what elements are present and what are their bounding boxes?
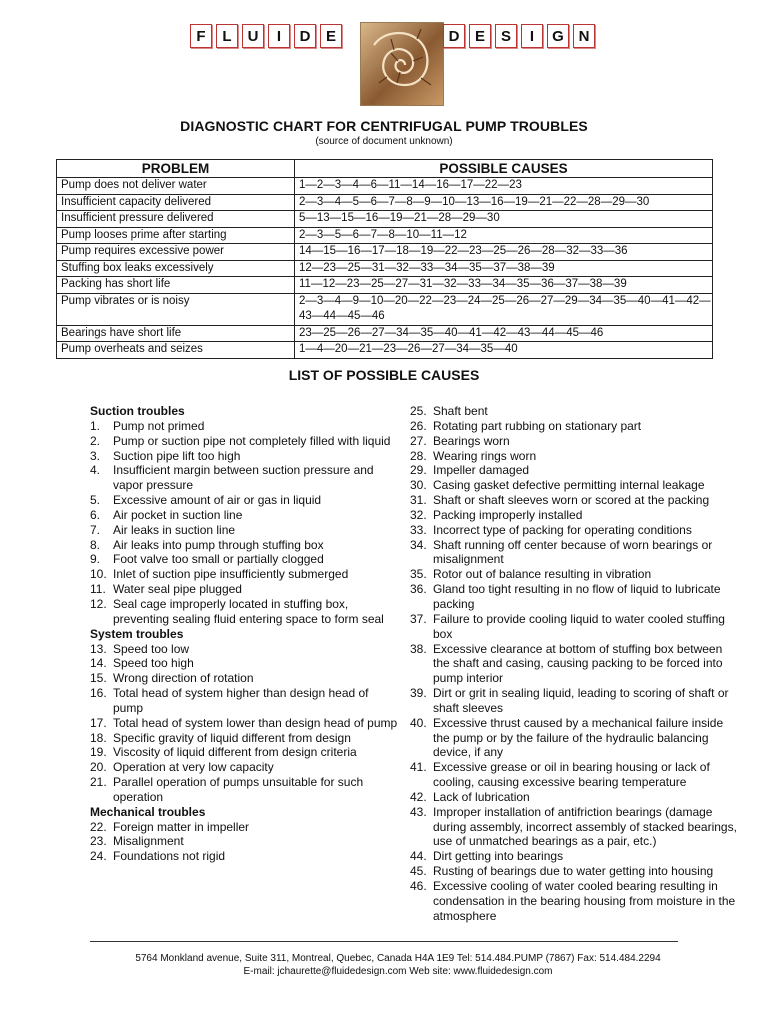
list-item: 6. Air pocket in suction line	[90, 507, 243, 522]
logo-letter: I	[268, 24, 290, 48]
logo-letter: D	[443, 24, 465, 48]
list-item: 21. Parallel operation of pumps unsuitable for such operation	[90, 775, 364, 804]
list-item: 10. Inlet of suction pipe insufficiently submerged	[90, 567, 349, 582]
causes-cell: 23—25—26—27—34—35—40—41—42—43—44—45—46	[295, 325, 713, 342]
list-item: 31. Shaft or shaft sleeves worn or scored at the packing	[410, 493, 710, 508]
problem-cell: Insufficient capacity delivered	[57, 194, 295, 211]
logo-letter: E	[469, 24, 491, 48]
table-row	[57, 342, 713, 359]
list-item: 36. Gland too tight resulting in no flow of liquid to lubricate packing	[410, 582, 721, 611]
list-item: 9. Foot valve too small or partially clogged	[90, 552, 324, 567]
list-item: 28. Wearing rings worn	[410, 448, 537, 463]
logo-letter: F	[190, 24, 212, 48]
nautilus-shell-logo	[360, 22, 444, 106]
logo-header	[0, 22, 768, 106]
table-row	[57, 244, 713, 261]
page-title: DIAGNOSTIC CHART FOR CENTRIFUGAL PUMP TROUBLES	[180, 118, 588, 134]
logo-letter: G	[547, 24, 569, 48]
list-item: 18. Specific gravity of liquid different from design	[90, 730, 351, 745]
list-title: LIST OF POSSIBLE CAUSES	[288, 367, 480, 383]
footer-address: 5764 Monkland avenue, Suite 311, Montreal, Quebec, Canada H4A 1E9 Tel: 514.484.PUMP (7867) Fax: 514.484.2294	[135, 953, 661, 964]
problem-cell: Insufficient pressure delivered	[57, 211, 295, 228]
table-row	[57, 211, 713, 228]
list-item: 23. Misalignment	[90, 834, 184, 849]
list-item: 39. Dirt or grit in sealing liquid, leading to scoring of shaft or shaft sleeves	[410, 686, 729, 715]
problem-cell: Pump requires excessive power	[57, 244, 295, 261]
list-item: 32. Packing improperly installed	[410, 507, 583, 522]
logo-letter: D	[294, 24, 316, 48]
list-item: 26. Rotating part rubbing on stationary part	[410, 418, 642, 433]
list-item: 35. Rotor out of balance resulting in vibration	[410, 567, 652, 582]
problem-cell: Packing has short life	[57, 277, 295, 294]
causes-cell: 12—23—25—31—32—33—34—35—37—38—39	[295, 260, 713, 277]
table-row	[57, 194, 713, 211]
diagnostic-table	[56, 159, 713, 359]
list-item: 20. Operation at very low capacity	[90, 760, 274, 775]
logo-letter: N	[573, 24, 595, 48]
list-item: 30. Casing gasket defective permitting internal leakage	[410, 478, 705, 493]
list-item: 43. Improper installation of antifriction bearings (damage during assembly, incorrect assembly of stacked bearings, use of unmatched bearings as a pair, etc.)	[410, 804, 737, 849]
logo-letter: U	[242, 24, 264, 48]
list-item: 17. Total head of system lower than design head of pump	[90, 715, 398, 730]
list-item: 25. Shaft bent	[410, 404, 488, 418]
table-row	[57, 227, 713, 244]
table-row	[57, 293, 713, 325]
table-row	[57, 277, 713, 294]
list-item: 46. Excessive cooling of water cooled bearing resulting in condensation in the bearing housing from moisture in the atmosphere	[410, 879, 736, 923]
list-item: 19. Viscosity of liquid different from design criteria	[90, 745, 357, 760]
list-item: 16. Total head of system higher than design head of pump	[90, 686, 369, 715]
list-item: 41. Excessive grease or oil in bearing housing or lack of cooling, causing excessive bearing temperature	[410, 760, 710, 790]
list-item: 45. Rusting of bearings due to water getting into housing	[410, 864, 714, 879]
table-header-row	[57, 160, 713, 178]
list-item: 44. Dirt getting into bearings	[410, 849, 564, 864]
footer-contact: E-mail: jchaurette@fluidedesign.com Web site: www.fluidedesign.com	[243, 966, 553, 977]
list-item: 24. Foundations not rigid	[90, 849, 226, 864]
list-item: 29. Impeller damaged	[410, 463, 530, 478]
causes-cell: 1—2—3—4—6—11—14—16—17—22—23	[295, 178, 713, 195]
logo-letter: L	[216, 24, 238, 48]
list-item: 5. Excessive amount of air or gas in liquid	[90, 493, 322, 508]
section-heading: Suction troubles	[90, 404, 185, 418]
section-heading: Mechanical troubles	[90, 804, 206, 819]
list-item: 33. Incorrect type of packing for operating conditions	[410, 522, 692, 537]
footer-divider	[90, 941, 678, 942]
problem-cell: Pump overheats and seizes	[57, 342, 295, 359]
causes-cell: 14—15—16—17—18—19—22—23—25—26—28—32—33—36	[295, 244, 713, 261]
list-item: 42. Lack of lubrication	[410, 789, 530, 804]
causes-cell: 2—3—4—5—6—7—8—9—10—13—16—19—21—22—28—29—30	[295, 194, 713, 211]
list-item: 27. Bearings worn	[410, 433, 510, 448]
list-item: 13. Speed too low	[90, 641, 190, 656]
table-row	[57, 178, 713, 195]
causes-cell: 2—3—4—9—10—20—22—23—24—25—26—27—29—34—35—40—41—42—43—44—45—46	[295, 293, 713, 325]
problem-cell: Stuffing box leaks excessively	[57, 260, 295, 277]
list-item: 34. Shaft running off center because of worn bearings or misalignment	[410, 537, 713, 567]
problem-cell: Bearings have short life	[57, 325, 295, 342]
causes-cell: 5—13—15—16—19—21—28—29—30	[295, 211, 713, 228]
list-item: 40. Excessive thrust caused by a mechanical failure inside the pump or by the failure of the hydraulic balancing device, if any	[410, 715, 724, 760]
problem-cell: Pump does not deliver water	[57, 178, 295, 195]
causes-cell: 1—4—20—21—23—26—27—34—35—40	[295, 342, 713, 359]
list-item: 15. Wrong direction of rotation	[90, 671, 254, 686]
problem-cell: Pump vibrates or is noisy	[57, 293, 295, 325]
list-item: 2. Pump or suction pipe not completely filled with liquid	[90, 433, 391, 448]
causes-cell: 2—3—5—6—7—8—10—11—12	[295, 227, 713, 244]
header-problem: PROBLEM	[57, 160, 295, 178]
logo-letter: E	[320, 24, 342, 48]
list-item: 22. Foreign matter in impeller	[90, 819, 250, 834]
logo-letter: I	[521, 24, 543, 48]
list-item: 11. Water seal pipe plugged	[90, 582, 242, 597]
list-item: 14. Speed too high	[90, 656, 194, 671]
list-item: 12. Seal cage improperly located in stuffing box, preventing sealing fluid entering space to form seal	[90, 596, 384, 626]
section-heading: System troubles	[90, 626, 184, 641]
header-causes: POSSIBLE CAUSES	[295, 160, 713, 178]
table-row	[57, 260, 713, 277]
list-item: 8. Air leaks into pump through stuffing box	[90, 537, 324, 552]
logo-word-design	[443, 24, 595, 48]
list-item: 4. Insufficient margin between suction pressure and vapor pressure	[90, 463, 374, 493]
causes-cell: 11—12—23—25—27—31—32—33—34—35—36—37—38—39	[295, 277, 713, 294]
page-subtitle: (source of document unknown)	[315, 136, 453, 147]
list-item: 38. Excessive clearance at bottom of stuffing box between the shaft and casing, causing packing to be forced into pump interior	[410, 641, 723, 686]
causes-column-left	[90, 404, 400, 864]
list-item: 7. Air leaks in suction line	[90, 522, 236, 537]
list-item: 1. Pump not primed	[90, 418, 205, 433]
list-item: 37. Failure to provide cooling liquid to water cooled stuffing box	[410, 611, 725, 641]
problem-cell: Pump looses prime after starting	[57, 227, 295, 244]
logo-word-fluide	[190, 24, 342, 48]
logo-letter: S	[495, 24, 517, 48]
list-item: 3. Suction pipe lift too high	[90, 448, 241, 463]
table-row	[57, 325, 713, 342]
causes-column-right	[410, 404, 740, 924]
